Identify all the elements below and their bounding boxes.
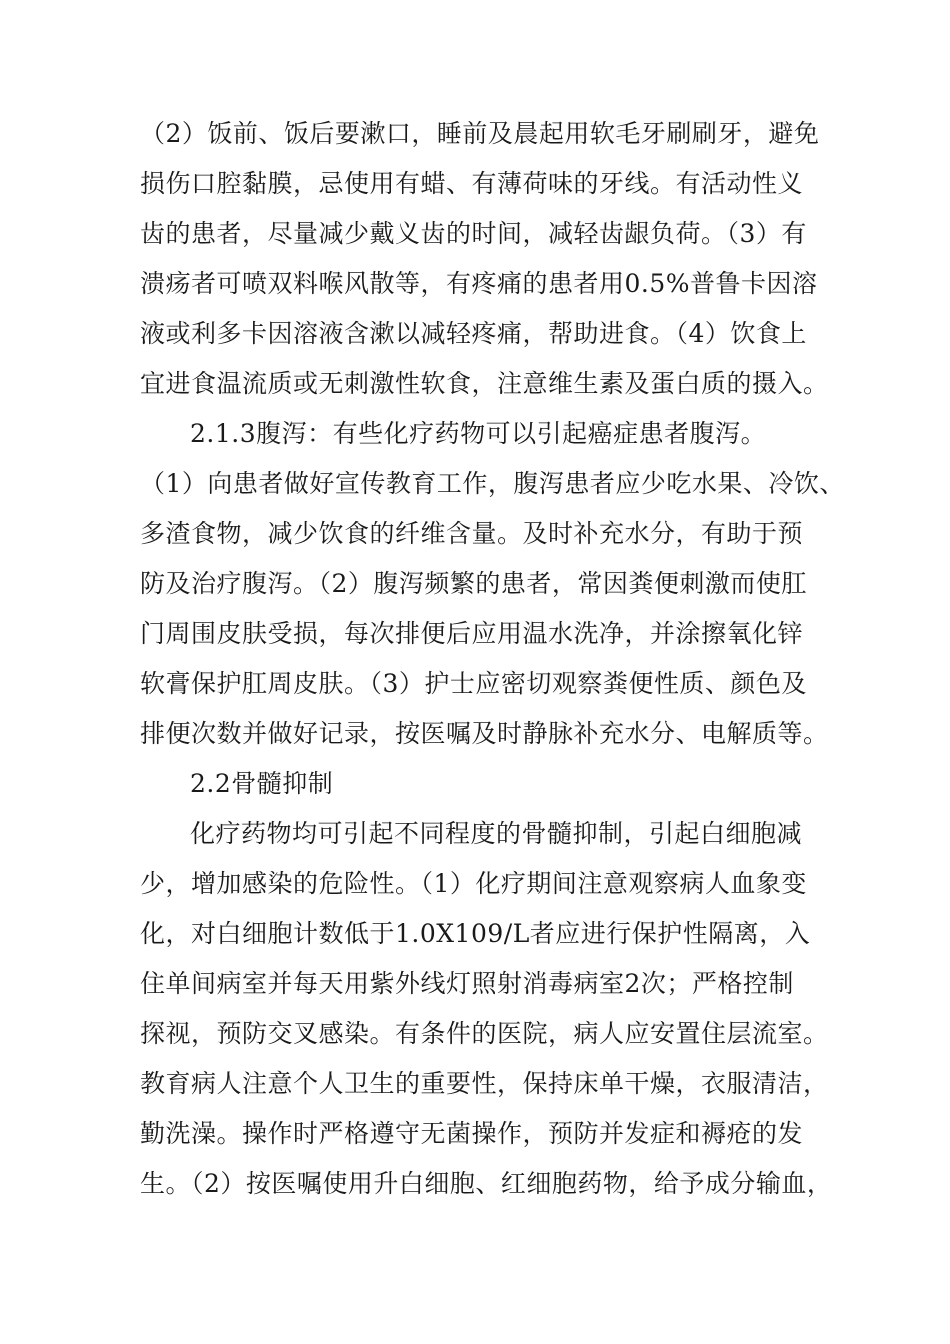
text-line: 教育病人注意个人卫生的重要性，保持床单干燥，衣服清洁，	[140, 1069, 829, 1098]
text-line: （2）饭前、饭后要漱口，睡前及晨起用软毛牙刷刷牙，避免	[140, 119, 820, 148]
text-line: 齿的患者，尽量减少戴义齿的时间，减轻齿龈负荷。（3）有	[140, 219, 807, 248]
text-line: 化疗药物均可引起不同程度的骨髓抑制，引起白细胞减	[190, 819, 803, 848]
text-line: 宜进食温流质或无刺激性软食，注意维生素及蛋白质的摄入。	[140, 369, 829, 398]
text-line: 住单间病室并每天用紫外线灯照射消毒病室2次；严格控制	[140, 969, 794, 998]
text-line: 少，增加感染的危险性。（1）化疗期间注意观察病人血象变	[140, 869, 807, 898]
text-line: 探视，预防交叉感染。有条件的医院，病人应安置住层流室。	[140, 1019, 829, 1048]
text-line: 溃疡者可喷双料喉风散等，有疼痛的患者用0.5%普鲁卡因溶	[140, 269, 818, 298]
text-line: 门周围皮肤受损，每次排便后应用温水洗净，并涂擦氧化锌	[140, 619, 804, 648]
text-line: 液或利多卡因溶液含漱以减轻疼痛，帮助进食。（4）饮食上	[140, 319, 807, 348]
text-line: 多渣食物，减少饮食的纤维含量。及时补充水分，有助于预	[140, 519, 804, 548]
text-line: 勤洗澡。操作时严格遵守无菌操作，预防并发症和褥疮的发	[140, 1119, 804, 1148]
text-line: 生。（2）按医嘱使用升白细胞、红细胞药物，给予成分输血，	[140, 1169, 833, 1198]
text-line: 排便次数并做好记录，按医嘱及时静脉补充水分、电解质等。	[140, 719, 829, 748]
text-line: （1）向患者做好宣传教育工作，腹泻患者应少吃水果、冷饮、	[140, 469, 845, 498]
text-line: 损伤口腔黏膜，忌使用有蜡、有薄荷味的牙线。有活动性义	[140, 169, 804, 198]
text-line: 防及治疗腹泻。（2）腹泻频繁的患者，常因粪便刺激而使肛	[140, 569, 807, 598]
text-line: 化，对白细胞计数低于1.0X109/L者应进行保护性隔离，入	[140, 919, 811, 948]
section-heading-bone-marrow: 2.2骨髓抑制	[190, 769, 334, 798]
section-heading-diarrhea: 2.1.3腹泻：有些化疗药物可以引起癌症患者腹泻。	[190, 419, 767, 448]
text-line: 软膏保护肛周皮肤。（3）护士应密切观察粪便性质、颜色及	[140, 669, 807, 698]
